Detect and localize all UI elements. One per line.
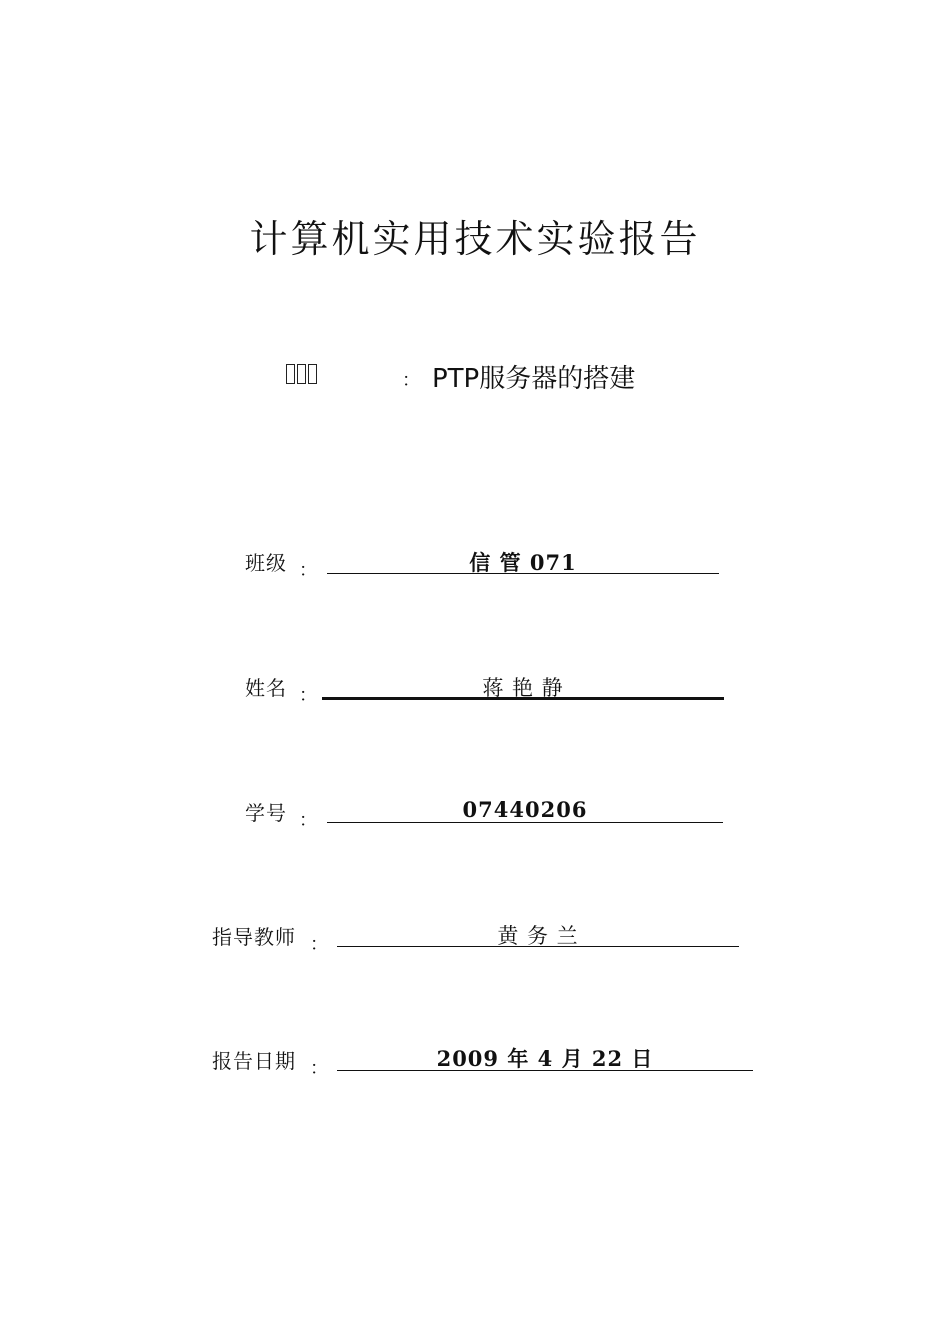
- name-value: 蒋 艳 静: [482, 676, 564, 700]
- id-value: 07440206: [462, 797, 588, 822]
- id-colon: ：: [299, 810, 317, 831]
- name-label: 姓名: [245, 676, 287, 700]
- class-colon: ：: [299, 560, 317, 581]
- teacher-colon: ：: [310, 934, 328, 955]
- teacher-label: 指导教师: [212, 925, 296, 949]
- class-label: 班级: [245, 551, 287, 575]
- date-value: 2009 年 4 月 22 日: [436, 1046, 654, 1071]
- topic-label-unrendered: [286, 364, 318, 384]
- teacher-underline: [337, 946, 739, 947]
- missing-glyph-box: [308, 364, 317, 384]
- date-underline: [337, 1070, 753, 1071]
- missing-glyph-box: [297, 364, 306, 384]
- name-underline: [322, 697, 724, 700]
- topic-colon: ：: [402, 370, 420, 391]
- topic-value: PTP服务器的搭建: [432, 364, 636, 394]
- name-colon: ：: [299, 685, 317, 706]
- id-underline: [327, 822, 723, 823]
- date-colon: ：: [310, 1058, 328, 1079]
- missing-glyph-box: [286, 364, 295, 384]
- class-value: 信 管 071: [469, 550, 577, 575]
- date-label: 报告日期: [212, 1049, 296, 1073]
- id-label: 学号: [245, 801, 287, 825]
- report-title: 计算机实用技术实验报告: [249, 217, 701, 261]
- class-underline: [327, 573, 719, 574]
- teacher-value: 黄 务 兰: [497, 924, 579, 948]
